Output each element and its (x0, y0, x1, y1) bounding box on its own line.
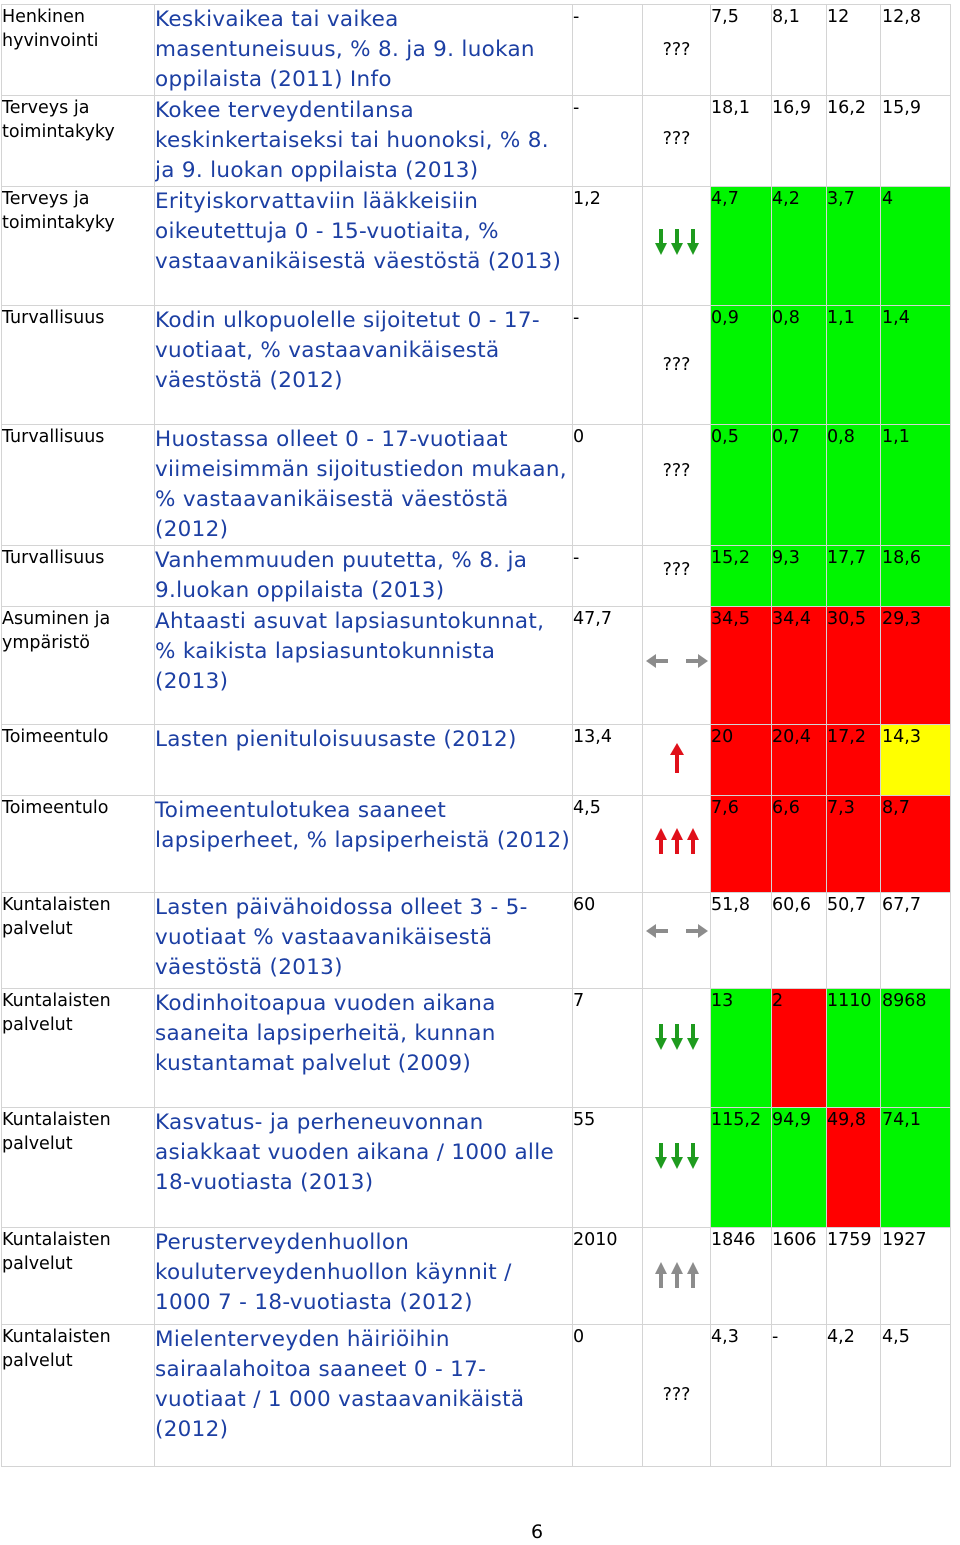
trend-cell (643, 1228, 711, 1325)
category-cell: Henkinen hyvinvointi (2, 5, 155, 96)
compare-cell: 4,5 (881, 1325, 951, 1467)
compare-cell: 1927 (881, 1228, 951, 1325)
compare-cell: 115,2 (711, 1108, 772, 1228)
category-cell: Kuntalaisten palvelut (2, 1108, 155, 1228)
triple-down-arrow-icon (655, 1022, 699, 1052)
compare-cell: 7,5 (711, 5, 772, 96)
triple-up-grey-arrow-icon (655, 1260, 699, 1290)
compare-cell: 8,1 (772, 5, 827, 96)
indicator-cell: Vanhemmuuden puutetta, % 8. ja 9.luokan oppilaista (2013) (155, 546, 573, 607)
category-cell: Kuntalaisten palvelut (2, 989, 155, 1108)
compare-cell: 3,7 (827, 187, 881, 306)
base-value-cell: - (573, 96, 643, 187)
compare-cell: 17,2 (827, 725, 881, 796)
indicator-cell: Kasvatus- ja perheneuvonnan asiakkaat vuoden aikana / 1000 alle 18-vuotiasta (2013) (155, 1108, 573, 1228)
indicator-cell: Erityiskorvattaviin lääkkeisiin oikeutettuja 0 - 15-vuotiaita, % vastaavanikäisestä väestöstä (2013) (155, 187, 573, 306)
indicator-cell: Keskivaikea tai vaikea masentuneisuus, % 8. ja 9. luokan oppilaista (2011) Info (155, 5, 573, 96)
trend-cell (643, 796, 711, 893)
compare-cell: 7,3 (827, 796, 881, 893)
table-row (2, 546, 951, 607)
trend-cell (643, 893, 711, 989)
left-right-arrow-icon (646, 923, 708, 939)
compare-cell: 74,1 (881, 1108, 951, 1228)
trend-cell (643, 96, 711, 187)
compare-cell: 18,1 (711, 96, 772, 187)
trend-unknown-text: ??? (662, 40, 691, 60)
compare-cell: 0,8 (827, 425, 881, 546)
compare-cell: 1759 (827, 1228, 881, 1325)
compare-cell: 16,2 (827, 96, 881, 187)
compare-cell: 12 (827, 5, 881, 96)
table-row (2, 1228, 951, 1325)
indicator-cell: Mielenterveyden häiriöihin sairaalahoitoa saaneet 0 - 17-vuotiaat / 1 000 vastaavanikäistä (2012) (155, 1325, 573, 1467)
indicator-cell: Kodinhoitoapua vuoden aikana saaneita lapsiperheitä, kunnan kustantamat palvelut (2009) (155, 989, 573, 1108)
table-row (2, 306, 951, 425)
compare-cell: 0,9 (711, 306, 772, 425)
compare-cell: 34,5 (711, 607, 772, 725)
compare-cell: 4,2 (772, 187, 827, 306)
category-cell: Terveys ja toimintakyky (2, 187, 155, 306)
category-cell: Kuntalaisten palvelut (2, 1228, 155, 1325)
trend-unknown-text: ??? (662, 560, 691, 580)
compare-cell: 18,6 (881, 546, 951, 607)
table-row (2, 187, 951, 306)
compare-cell: 67,7 (881, 893, 951, 989)
compare-cell: 1606 (772, 1228, 827, 1325)
compare-cell: 4,3 (711, 1325, 772, 1467)
compare-cell: 1,1 (881, 425, 951, 546)
table-row (2, 989, 951, 1108)
compare-cell: 16,9 (772, 96, 827, 187)
compare-cell: 4,2 (827, 1325, 881, 1467)
category-cell: Terveys ja toimintakyky (2, 96, 155, 187)
compare-cell: 6,6 (772, 796, 827, 893)
trend-cell (643, 5, 711, 96)
base-value-cell: - (573, 5, 643, 96)
trend-cell (643, 187, 711, 306)
base-value-cell: 60 (573, 893, 643, 989)
trend-unknown-text: ??? (662, 129, 691, 149)
triple-down-arrow-icon (655, 227, 699, 257)
left-right-arrow-icon (646, 653, 708, 669)
compare-cell: 4,7 (711, 187, 772, 306)
trend-cell (643, 989, 711, 1108)
triple-down-arrow-icon (655, 1141, 699, 1171)
compare-cell: 0,5 (711, 425, 772, 546)
compare-cell: 4 (881, 187, 951, 306)
up-arrow-icon (670, 743, 684, 773)
table-row (2, 725, 951, 796)
compare-cell: 1846 (711, 1228, 772, 1325)
table-row (2, 5, 951, 96)
base-value-cell: 13,4 (573, 725, 643, 796)
category-cell: Turvallisuus (2, 546, 155, 607)
indicator-cell: Huostassa olleet 0 - 17-vuotiaat viimeisimmän sijoitustiedon mukaan, % vastaavanikäisestä väestöstä (2012) (155, 425, 573, 546)
compare-cell: 8,7 (881, 796, 951, 893)
indicator-cell: Kokee terveydentilansa keskinkertaiseksi tai huonoksi, % 8. ja 9. luokan oppilaista (2013) (155, 96, 573, 187)
compare-cell: 0,7 (772, 425, 827, 546)
compare-cell: 20,4 (772, 725, 827, 796)
indicator-cell: Toimeentulotukea saaneet lapsiperheet, % lapsiperheistä (2012) (155, 796, 573, 893)
compare-cell: 60,6 (772, 893, 827, 989)
base-value-cell: 55 (573, 1108, 643, 1228)
page-number: 6 (531, 1521, 544, 1543)
compare-cell: 50,7 (827, 893, 881, 989)
compare-cell: 12,8 (881, 5, 951, 96)
base-value-cell: - (573, 306, 643, 425)
category-cell: Turvallisuus (2, 306, 155, 425)
category-cell: Kuntalaisten palvelut (2, 893, 155, 989)
table-row (2, 1108, 951, 1228)
base-value-cell: 0 (573, 1325, 643, 1467)
compare-cell: 1,1 (827, 306, 881, 425)
table-row (2, 796, 951, 893)
indicator-cell: Perusterveydenhuollon kouluterveydenhuollon käynnit / 1000 7 - 18-vuotiasta (2012) (155, 1228, 573, 1325)
compare-cell: 13 (711, 989, 772, 1108)
trend-cell (643, 725, 711, 796)
compare-cell: 7,6 (711, 796, 772, 893)
compare-cell: 2 (772, 989, 827, 1108)
category-cell: Kuntalaisten palvelut (2, 1325, 155, 1467)
trend-cell (643, 1325, 711, 1467)
compare-cell: 9,3 (772, 546, 827, 607)
compare-cell: 94,9 (772, 1108, 827, 1228)
indicator-cell: Ahtaasti asuvat lapsiasuntokunnat, % kaikista lapsiasuntokunnista (2013) (155, 607, 573, 725)
table-row (2, 1325, 951, 1467)
compare-cell: 49,8 (827, 1108, 881, 1228)
trend-cell (643, 306, 711, 425)
compare-cell: 1110 (827, 989, 881, 1108)
category-cell: Toimeentulo (2, 725, 155, 796)
compare-cell: 20 (711, 725, 772, 796)
compare-cell: 30,5 (827, 607, 881, 725)
table-row (2, 893, 951, 989)
trend-cell (643, 425, 711, 546)
trend-cell (643, 607, 711, 725)
indicator-cell: Kodin ulkopuolelle sijoitetut 0 - 17-vuotiaat, % vastaavanikäisestä väestöstä (2012) (155, 306, 573, 425)
base-value-cell: 0 (573, 425, 643, 546)
base-value-cell: 4,5 (573, 796, 643, 893)
compare-cell: 51,8 (711, 893, 772, 989)
compare-cell: 34,4 (772, 607, 827, 725)
trend-unknown-text: ??? (662, 1385, 691, 1405)
trend-cell (643, 1108, 711, 1228)
compare-cell: 29,3 (881, 607, 951, 725)
compare-cell: 1,4 (881, 306, 951, 425)
base-value-cell: 2010 (573, 1228, 643, 1325)
table-row (2, 607, 951, 725)
trend-cell (643, 546, 711, 607)
indicator-table (1, 4, 951, 1467)
category-cell: Turvallisuus (2, 425, 155, 546)
indicator-cell: Lasten pienituloisuusaste (2012) (155, 725, 573, 796)
table-row (2, 425, 951, 546)
triple-up-arrow-icon (655, 826, 699, 856)
compare-cell: 15,2 (711, 546, 772, 607)
compare-cell: 15,9 (881, 96, 951, 187)
base-value-cell: - (573, 546, 643, 607)
indicator-cell: Lasten päivähoidossa olleet 3 - 5-vuotiaat % vastaavanikäisestä väestöstä (2013) (155, 893, 573, 989)
compare-cell: 0,8 (772, 306, 827, 425)
category-cell: Asuminen ja ympäristö (2, 607, 155, 725)
table-row (2, 96, 951, 187)
category-cell: Toimeentulo (2, 796, 155, 893)
trend-unknown-text: ??? (662, 461, 691, 481)
base-value-cell: 47,7 (573, 607, 643, 725)
compare-cell: 8968 (881, 989, 951, 1108)
compare-cell: 17,7 (827, 546, 881, 607)
compare-cell: 14,3 (881, 725, 951, 796)
compare-cell: - (772, 1325, 827, 1467)
base-value-cell: 1,2 (573, 187, 643, 306)
base-value-cell: 7 (573, 989, 643, 1108)
trend-unknown-text: ??? (662, 355, 691, 375)
